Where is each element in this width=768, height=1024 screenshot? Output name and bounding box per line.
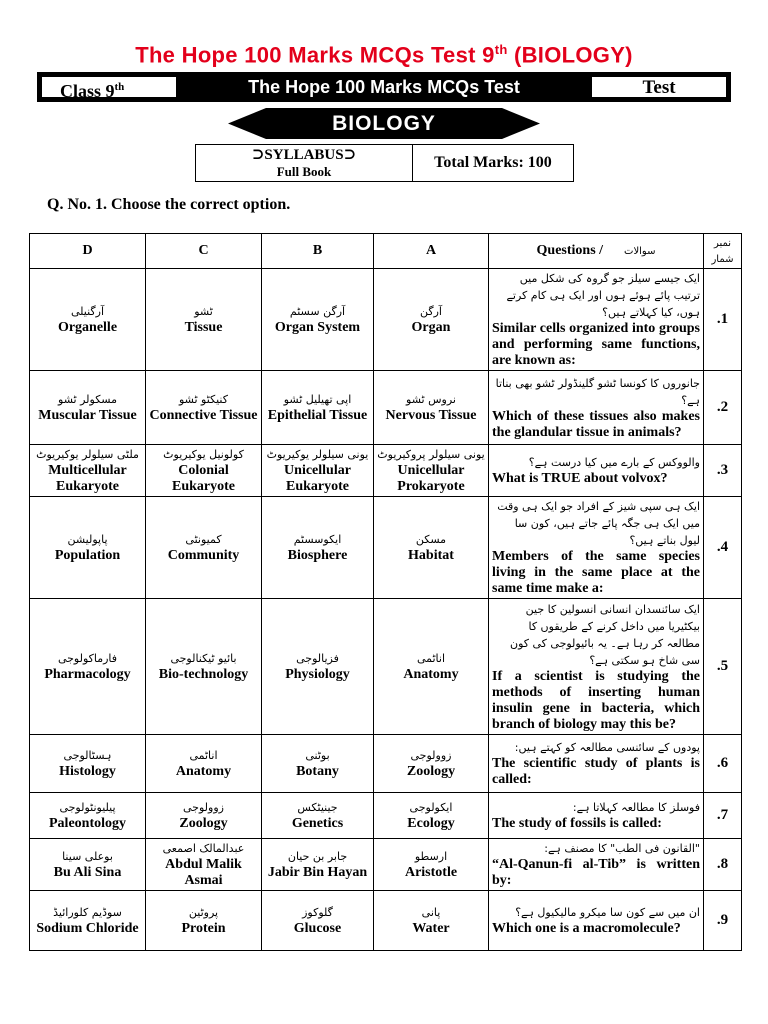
option-d-urdu: مسکولر ٹشو <box>58 392 117 406</box>
col-header-b: B <box>262 234 374 269</box>
mcq-table <box>29 233 742 951</box>
question-cell <box>489 891 704 951</box>
option-a-text: Nervous Tissue <box>385 407 477 423</box>
question-number: .6 <box>704 735 742 793</box>
question-text: Members of the same species living in the same place at the same time make a: <box>492 549 700 596</box>
option-b <box>262 599 374 735</box>
table-row <box>30 891 742 951</box>
option-d-text: Bu Ali Sina <box>53 864 122 880</box>
option-d-text: Organelle <box>57 319 118 335</box>
col-header-a: A <box>374 234 489 269</box>
option-b <box>262 793 374 839</box>
option-d-urdu: سوڈیم کلورائیڈ <box>53 905 122 919</box>
question-cell <box>489 269 704 371</box>
option-c-text: Colonial Eukaryote <box>172 462 235 494</box>
option-b <box>262 269 374 371</box>
option-a <box>374 793 489 839</box>
option-c <box>146 371 262 445</box>
title-sup: th <box>494 42 508 57</box>
option-c-urdu: کولونیل یوکیریوٹ <box>163 447 244 461</box>
option-a <box>374 445 489 497</box>
option-d-urdu: ملٹی سیلولر یوکیریوٹ <box>36 447 139 461</box>
table-header-row <box>30 234 742 269</box>
option-b-text: Glucose <box>293 920 342 936</box>
option-c-urdu: بائیو ٹیکنالوجی <box>170 651 237 665</box>
option-d <box>30 891 146 951</box>
table-row <box>30 793 742 839</box>
question-urdu: "القانون فی الطب" کا مصنف ہے: <box>544 842 700 855</box>
col-header-c: C <box>146 234 262 269</box>
option-d <box>30 497 146 599</box>
table-row <box>30 371 742 445</box>
question-text: The scientific study of plants is called: <box>492 756 700 787</box>
question-number: .1 <box>704 269 742 371</box>
header-center-title: The Hope 100 Marks MCQs Test <box>248 77 520 97</box>
option-c <box>146 269 262 371</box>
question-urdu: پودوں کے سائنسی مطالعہ کو کہتے ہیں: <box>514 741 700 754</box>
header-test-label: Test <box>592 77 726 97</box>
option-c <box>146 599 262 735</box>
option-b-urdu: فزیالوجی <box>296 651 339 665</box>
question-number: .5 <box>704 599 742 735</box>
option-c <box>146 445 262 497</box>
question-urdu: والووکس کے بارے میں کیا درست ہے؟ <box>528 456 700 469</box>
question-urdu: ایک ہی سپی شیز کے افراد جو ایک ہی وقت میں ایک ہی جگہ پائے جاتے ہیں، کون سا لیول بناتے ہیں؟ <box>497 500 700 547</box>
question-text: The study of fossils is called: <box>492 816 662 831</box>
option-a-urdu: پانی <box>421 905 441 919</box>
option-c-urdu: اناٹمی <box>189 748 218 762</box>
option-b <box>262 371 374 445</box>
option-c-text: Protein <box>181 920 226 936</box>
number-label-urdu: نمبر شمار <box>711 238 734 265</box>
option-c-urdu: پروٹین <box>188 905 219 919</box>
col-header-d: D <box>30 234 146 269</box>
table-row <box>30 445 742 497</box>
questions-label: Questions <box>536 243 596 258</box>
option-b <box>262 497 374 599</box>
option-d <box>30 735 146 793</box>
option-d <box>30 269 146 371</box>
option-c <box>146 793 262 839</box>
question-heading: Q. No. 1. Choose the correct option. <box>47 196 291 213</box>
option-d-urdu: آرگنیلی <box>70 304 105 318</box>
option-d-text: Pharmacology <box>44 666 131 682</box>
option-a <box>374 735 489 793</box>
question-number: .4 <box>704 497 742 599</box>
option-a-urdu: مسکن <box>415 532 447 546</box>
syllabus-sub: Full Book <box>276 164 332 179</box>
option-b <box>262 445 374 497</box>
option-a-urdu: ایکولوجی <box>409 800 453 814</box>
option-c-text: Abdul Malik Asmai <box>165 856 242 888</box>
option-c-text: Anatomy <box>175 763 232 779</box>
option-c <box>146 839 262 891</box>
option-a-text: Zoology <box>406 763 456 779</box>
question-urdu: فوسلز کا مطالعہ کہلاتا ہے: <box>572 801 700 814</box>
option-a <box>374 839 489 891</box>
class-text: Class 9 <box>60 81 115 101</box>
question-number: .9 <box>704 891 742 951</box>
option-b <box>262 839 374 891</box>
option-c-text: Zoology <box>179 815 228 831</box>
question-text: If a scientist is studying the methods of inserting human insulin gene in bacteria, which branch of biology may this be? <box>492 668 700 732</box>
option-c-text: Connective Tissue <box>149 407 258 423</box>
question-text: “Al-Qanun-fi al-Tib” is written by: <box>492 857 700 888</box>
question-cell <box>489 839 704 891</box>
question-cell <box>489 497 704 599</box>
total-marks: Total Marks: 100 <box>434 154 552 171</box>
option-d <box>30 839 146 891</box>
option-b-urdu: ایکوسسٹم <box>293 532 342 546</box>
option-c <box>146 497 262 599</box>
option-b-text: Physiology <box>285 666 350 682</box>
mcq-body <box>30 269 742 951</box>
option-a-urdu: زوولوجی <box>410 748 452 762</box>
option-a-text: Habitat <box>408 547 454 563</box>
option-b-text: Organ System <box>274 319 361 335</box>
option-d-urdu: فارماکولوجی <box>57 651 118 665</box>
question-text: What is TRUE about volvox? <box>492 471 668 486</box>
option-b-urdu: جابر بن حیان <box>287 849 348 863</box>
question-cell <box>489 371 704 445</box>
question-number: .3 <box>704 445 742 497</box>
question-text: Which of these tissues also makes the glandular tissue in animals? <box>492 408 700 440</box>
option-a-text: Anatomy <box>403 666 459 682</box>
option-b-text: Unicellular Eukaryote <box>284 462 351 494</box>
option-d-urdu: ہسٹالوجی <box>63 748 112 762</box>
class-label <box>42 77 176 101</box>
option-b-urdu: آرگن سسٹم <box>289 304 346 318</box>
questions-label-urdu: سوالات <box>624 246 656 257</box>
option-a <box>374 371 489 445</box>
option-a-urdu: نروس ٹشو <box>406 392 456 406</box>
option-d <box>30 371 146 445</box>
option-d <box>30 445 146 497</box>
questions-sep: / <box>599 243 604 258</box>
option-a <box>374 497 489 599</box>
question-cell <box>489 599 704 735</box>
option-b-urdu: گلوکوز <box>302 905 333 919</box>
option-a-text: Water <box>412 920 450 936</box>
question-urdu: جانوروں کا کونسا ٹشو گلینڈولر ٹشو بھی بناتا ہے؟ <box>495 376 700 407</box>
option-c-urdu: ٹشو <box>194 304 213 318</box>
option-a-urdu: اناٹمی <box>416 651 446 665</box>
option-d-text: Sodium Chloride <box>36 920 139 936</box>
option-d-text: Multicellular Eukaryote <box>48 462 127 494</box>
question-urdu: ان میں سے کون سا میکرو مالیکیول ہے؟ <box>515 906 700 919</box>
table-row <box>30 599 742 735</box>
option-d-text: Muscular Tissue <box>38 407 137 423</box>
question-urdu: ایک جیسے سیلز جو گروہ کی شکل میں ترتیب پائے ہوئے ہوں اور ایک ہی کام کرتے ہوں، کیا کہلاتے ہیں؟ <box>506 272 700 319</box>
col-header-number <box>704 234 742 269</box>
title-text: The Hope 100 Marks MCQs Test 9 <box>135 42 495 68</box>
option-d-urdu: پاپولیشن <box>67 532 108 546</box>
question-number: .8 <box>704 839 742 891</box>
option-d <box>30 793 146 839</box>
page-title <box>0 42 768 68</box>
option-b <box>262 735 374 793</box>
header-bar <box>37 72 731 102</box>
col-header-questions <box>489 234 704 269</box>
option-a-urdu: یونی سیلولر پروکیریوٹ <box>377 447 485 461</box>
option-a-text: Unicellular Prokaryote <box>397 462 465 494</box>
option-b-urdu: یونی سیلولر یوکیریوٹ <box>266 447 369 461</box>
option-d-text: Paleontology <box>49 815 126 831</box>
option-c <box>146 735 262 793</box>
option-d-urdu: بوعلی سینا <box>62 849 113 863</box>
option-b-text: Jabir Bin Hayan <box>267 864 368 880</box>
option-b-urdu: جینیٹکس <box>297 800 338 814</box>
question-text: Similar cells organized into groups and performing same functions, are known as: <box>492 321 700 368</box>
option-a <box>374 599 489 735</box>
option-b-text: Epithelial Tissue <box>267 407 368 423</box>
option-a-urdu: ارسطو <box>414 849 448 863</box>
question-number: .2 <box>704 371 742 445</box>
option-b-text: Botany <box>296 763 339 779</box>
option-b-urdu: اپی تھیلیل ٹشو <box>283 392 352 406</box>
question-text: Which one is a macromolecule? <box>492 921 681 936</box>
question-urdu: ایک سائنسدان انسانی انسولین کا جین بیکٹیریا میں داخل کرنے کے طریقوں کا مطالعہ کر رہا ہے۔ یہ بائیولوجی کی کون سی شاخ ہو سکتی ہے؟ <box>510 602 700 667</box>
syllabus-box <box>195 144 574 182</box>
option-a-urdu: آرگن <box>420 304 442 318</box>
option-c-urdu: زوولوجی <box>183 800 224 814</box>
question-cell <box>489 445 704 497</box>
syllabus-title: ⊃SYLLABUS⊃ <box>251 147 357 163</box>
syllabus-cell <box>196 145 413 181</box>
option-c-urdu: کنیکٹو ٹشو <box>178 392 228 406</box>
option-d-urdu: پیلیونٹولوجی <box>59 800 116 814</box>
option-c-urdu: عبدالمالک اصمعی <box>162 841 245 855</box>
option-c-text: Community <box>167 547 240 563</box>
option-a <box>374 891 489 951</box>
table-row <box>30 735 742 793</box>
option-b-urdu: بوٹنی <box>305 748 330 762</box>
question-cell <box>489 735 704 793</box>
banner-label: BIOLOGY <box>332 112 436 135</box>
table-row <box>30 269 742 371</box>
option-a-text: Organ <box>411 319 451 335</box>
option-c <box>146 891 262 951</box>
title-suffix: (BIOLOGY) <box>507 42 633 68</box>
option-d <box>30 599 146 735</box>
option-a-text: Ecology <box>407 815 455 831</box>
option-c-urdu: کمیونٹی <box>185 532 222 546</box>
class-sup: th <box>114 81 125 93</box>
option-d-text: Histology <box>59 763 116 779</box>
question-number: .7 <box>704 793 742 839</box>
option-c-text: Tissue <box>184 319 223 335</box>
subject-banner <box>228 108 540 139</box>
option-a <box>374 269 489 371</box>
option-b <box>262 891 374 951</box>
question-cell <box>489 793 704 839</box>
table-row <box>30 497 742 599</box>
option-d-text: Population <box>54 547 121 563</box>
option-a-text: Aristotle <box>404 864 458 880</box>
option-b-text: Biosphere <box>287 547 348 563</box>
table-row <box>30 839 742 891</box>
option-b-text: Genetics <box>291 815 344 831</box>
option-c-text: Bio-technology <box>158 666 249 682</box>
